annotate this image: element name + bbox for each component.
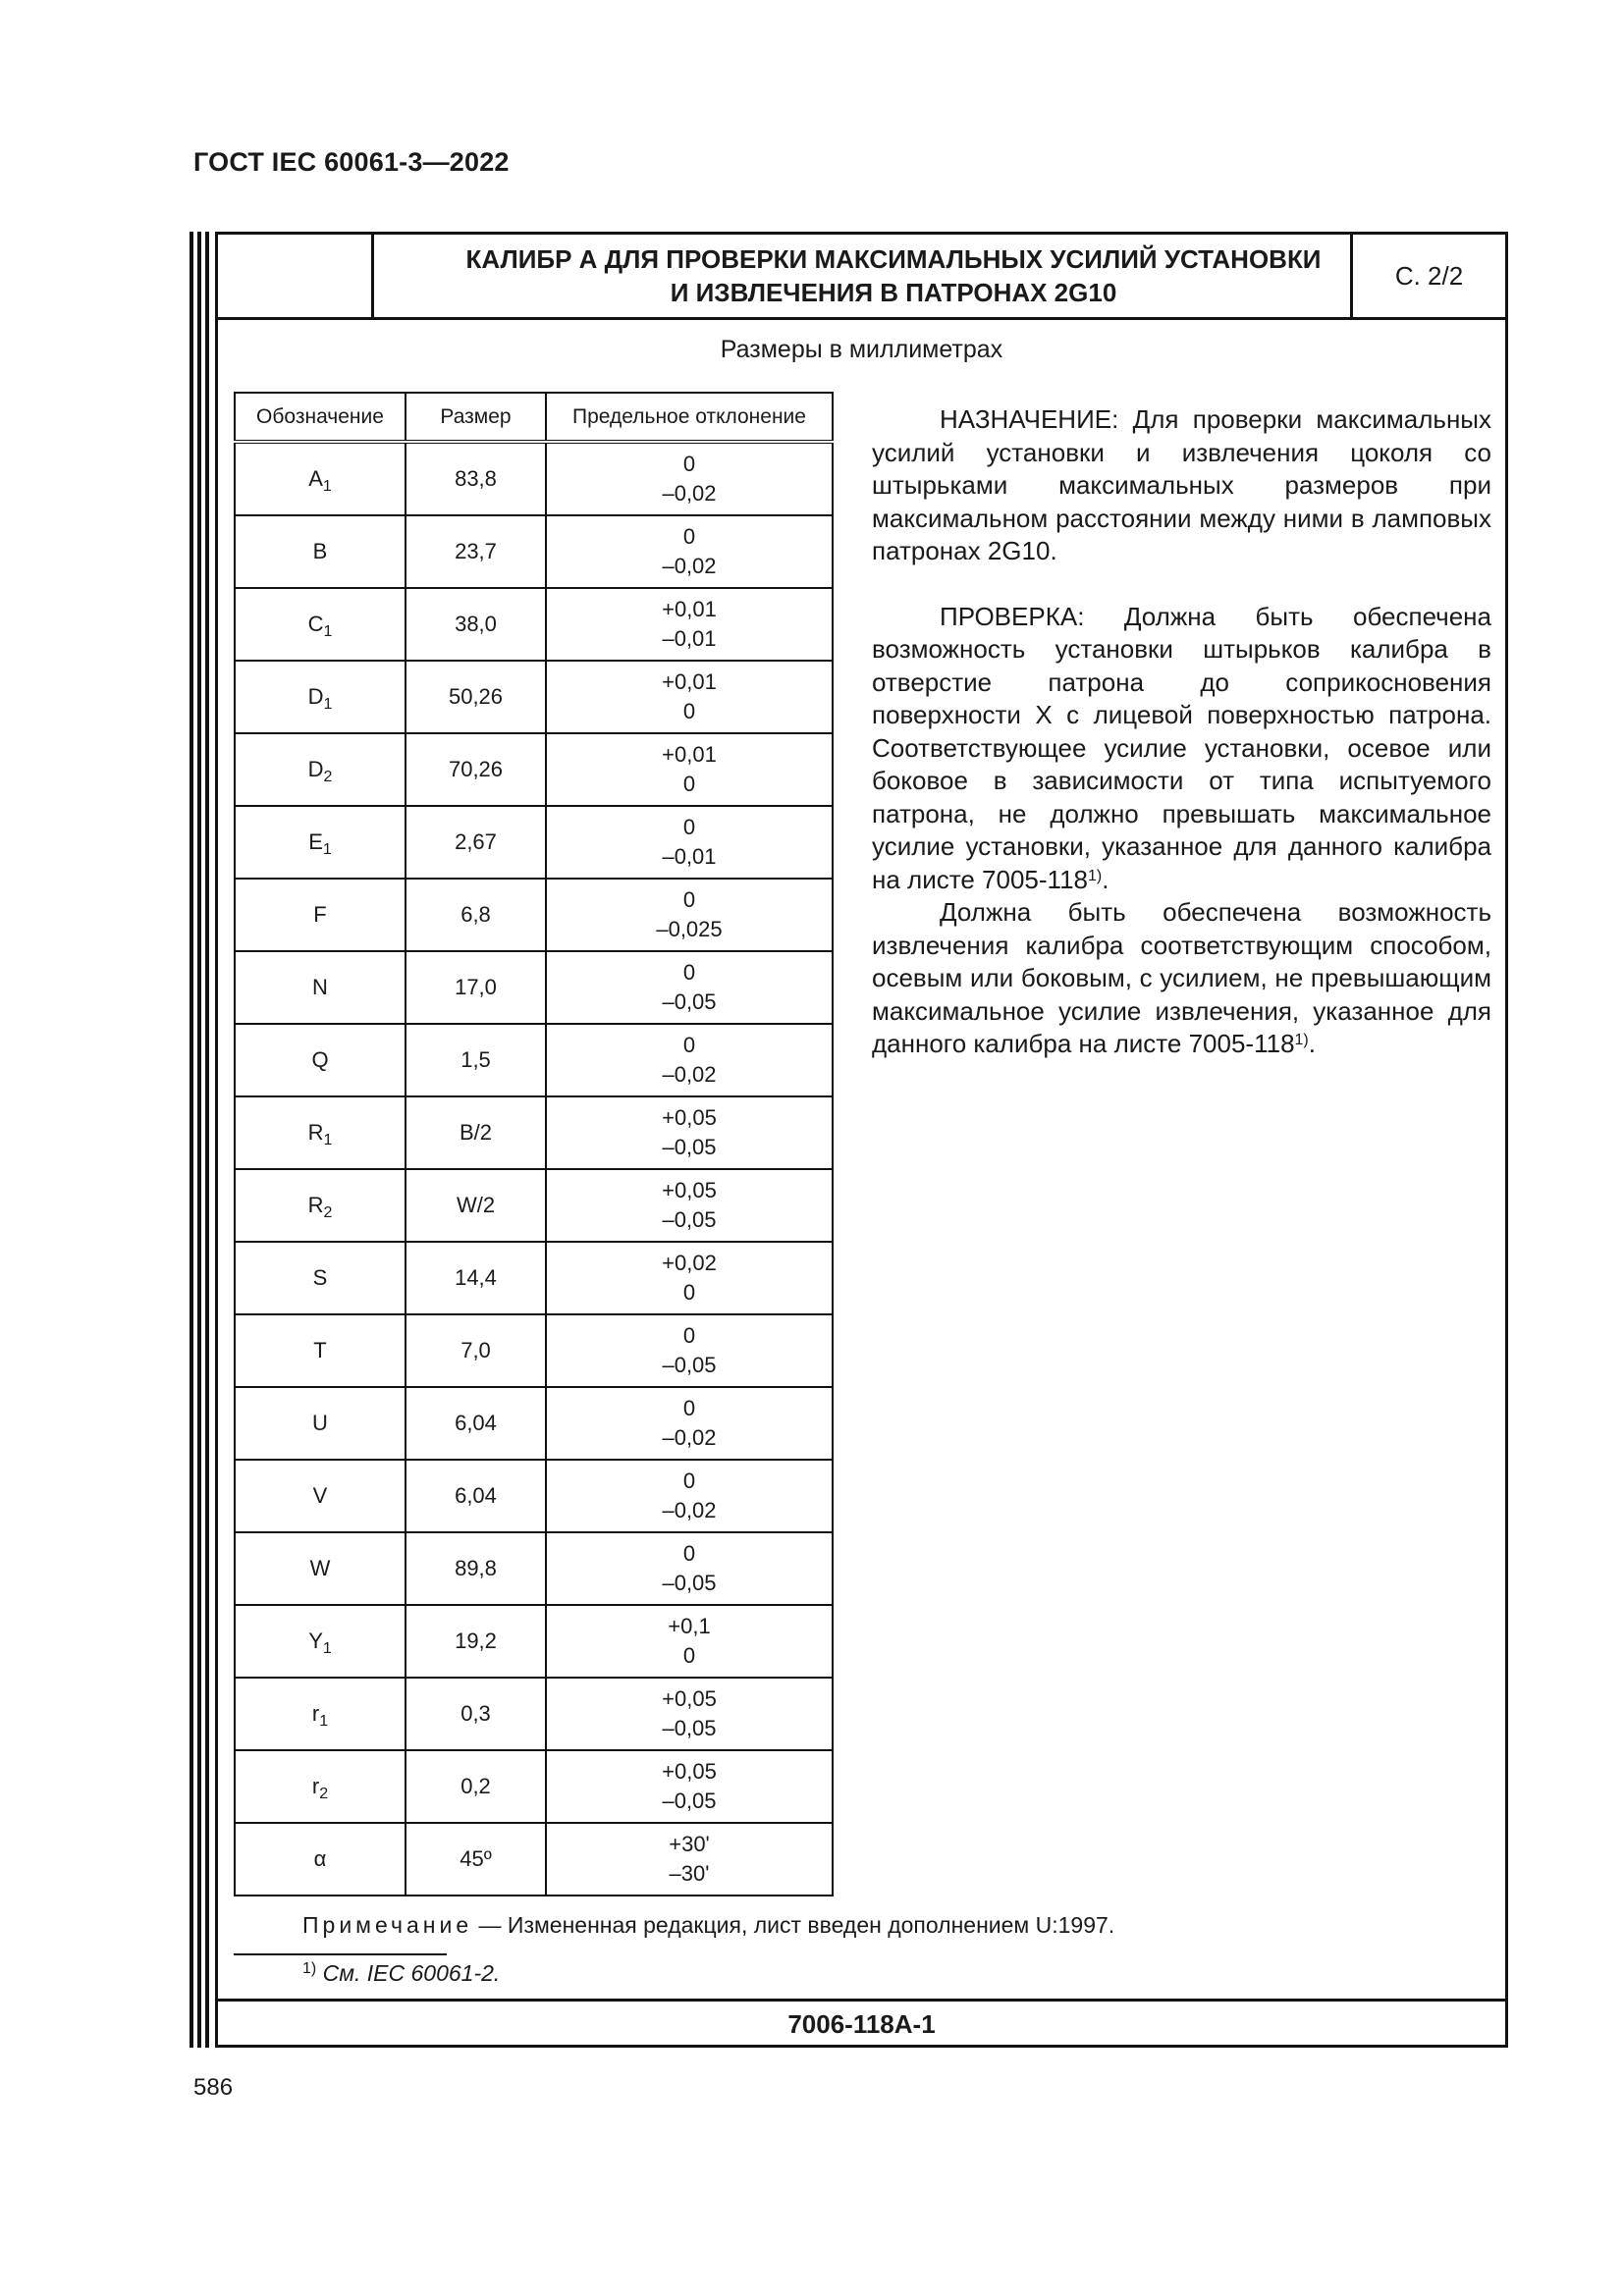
designation-cell (235, 1750, 406, 1823)
table-row (235, 1460, 833, 1532)
deviation-cell (546, 1532, 833, 1605)
designation-symbol: D (307, 757, 324, 781)
deviation-cell (546, 733, 833, 806)
column-header: Обозначение (235, 393, 406, 442)
deviation-lower: –0,05 (662, 1789, 717, 1813)
designation-cell (235, 1169, 406, 1242)
designation-symbol: A (308, 466, 323, 491)
title-row (218, 235, 1505, 320)
deviation-upper: 0 (682, 960, 696, 985)
deviation-lower: –0,025 (656, 917, 723, 941)
designation-cell (235, 1678, 406, 1750)
designation-subscript: 1 (323, 696, 333, 713)
designation-cell (235, 1242, 406, 1314)
deviation-upper: +0,05 (662, 1759, 717, 1784)
designation-symbol: Y (308, 1629, 323, 1653)
size-cell: 89,8 (406, 1532, 546, 1605)
margin-bar (205, 232, 209, 2048)
table-row (235, 879, 833, 951)
table-row (235, 1750, 833, 1823)
sheet-frame (215, 232, 1508, 2048)
designation-subscript: 1 (323, 1132, 333, 1148)
deviation-upper: 0 (682, 1396, 696, 1420)
table-header-row (235, 393, 833, 442)
title-line-1: КАЛИБР А ДЛЯ ПРОВЕРКИ МАКСИМАЛЬНЫХ УСИЛИЙ УСТАНОВКИ (465, 244, 1322, 274)
title-left-cell (218, 235, 374, 317)
deviation-cell (546, 879, 833, 951)
deviation-lower: –0,05 (662, 989, 717, 1014)
size-cell: 7,0 (406, 1314, 546, 1387)
deviation-cell (546, 661, 833, 733)
designation-subscript: 1 (322, 841, 332, 858)
note (302, 1912, 1114, 1939)
deviation-lower: –0,05 (662, 1716, 717, 1740)
designation-symbol: Q (311, 1047, 329, 1072)
size-cell: 45º (406, 1823, 546, 1896)
deviation-cell (546, 1242, 833, 1314)
designation-cell (235, 1532, 406, 1605)
designation-symbol: N (312, 975, 328, 999)
deviation-upper: 0 (682, 1323, 696, 1348)
size-cell: 70,26 (406, 733, 546, 806)
deviation-lower: –0,02 (662, 554, 717, 578)
designation-subscript: 1 (322, 478, 332, 495)
designation-symbol: E (308, 829, 323, 854)
column-header: Размер (406, 393, 546, 442)
size-cell: 83,8 (406, 442, 546, 515)
designation-cell (235, 515, 406, 588)
sheet-title (374, 235, 1413, 317)
deviation-upper: 0 (682, 1033, 696, 1057)
deviation-upper: +0,02 (662, 1251, 717, 1275)
designation-subscript: 1 (322, 1640, 332, 1657)
designation-cell (235, 1024, 406, 1096)
deviation-upper: +0,01 (662, 742, 717, 767)
designation-symbol: r (311, 1774, 320, 1798)
extraction-text: Должна быть обеспечена возможность извлечения калибра соответствующим способом, осевым или боковым, с усилием, не превышающим максимальное усилие извлечения, указанное для данного калибра на листе 7005-118 (872, 897, 1491, 1058)
designation-symbol: r (311, 1701, 320, 1726)
table-body (235, 442, 833, 1896)
deviation-cell (546, 515, 833, 588)
designation-cell (235, 1823, 406, 1896)
size-cell: 6,04 (406, 1387, 546, 1460)
deviation-cell (546, 1387, 833, 1460)
table-row (235, 588, 833, 661)
units-caption: Размеры в миллиметрах (720, 336, 1003, 363)
table-row (235, 1242, 833, 1314)
size-cell: 19,2 (406, 1605, 546, 1678)
designation-symbol: T (313, 1338, 327, 1362)
designation-subscript: 1 (319, 1713, 329, 1730)
description-text (872, 403, 1491, 1061)
deviation-lower: 0 (682, 699, 696, 723)
footnote-divider (234, 1953, 447, 1955)
footnote-ref: 1) (1087, 867, 1103, 884)
designation-cell (235, 1460, 406, 1532)
designation-symbol: B (312, 539, 328, 563)
deviation-lower: –0,05 (662, 1353, 717, 1377)
note-text: — Измененная редакция, лист введен дополнением U:1997. (472, 1912, 1115, 1938)
deviation-lower: 0 (682, 1280, 696, 1305)
size-cell: 1,5 (406, 1024, 546, 1096)
size-cell: 6,04 (406, 1460, 546, 1532)
deviation-cell (546, 1605, 833, 1678)
deviation-cell (546, 1169, 833, 1242)
title-line-2: И ИЗВЛЕЧЕНИЯ В ПАТРОНАХ 2G10 (670, 278, 1117, 307)
designation-symbol: W (309, 1556, 331, 1580)
extraction-end: . (1308, 1029, 1316, 1058)
purpose-paragraph: НАЗНАЧЕНИЕ: Для проверки максимальных усилий установки и извлечения цоколя со штырьками максимальных размеров при максимальном расстоянии между ними в ламповых патронах 2G10. (872, 404, 1491, 565)
deviation-lower: –0,05 (662, 1135, 717, 1159)
deviation-upper: +0,01 (662, 669, 717, 694)
margin-bar (197, 232, 201, 2048)
deviation-lower: 0 (682, 772, 696, 796)
table-row (235, 1387, 833, 1460)
designation-subscript: 2 (319, 1786, 329, 1802)
deviation-lower: –0,02 (662, 481, 717, 506)
deviation-lower: –0,05 (662, 1207, 717, 1232)
footnote-ref: 1) (1294, 1032, 1309, 1048)
deviation-cell (546, 1460, 833, 1532)
page-number: 586 (193, 2074, 234, 2101)
designation-symbol: U (312, 1411, 328, 1435)
designation-symbol: V (312, 1483, 328, 1508)
footnote-mark: 1) (302, 1960, 317, 1977)
sheet-page-indicator: С. 2/2 (1350, 235, 1505, 317)
deviation-cell (546, 1314, 833, 1387)
deviation-cell (546, 1096, 833, 1169)
deviation-lower: –0,02 (662, 1498, 717, 1522)
designation-cell (235, 879, 406, 951)
check-text: ПРОВЕРКА: Должна быть обеспечена возможность установки штырьков калибра в отверстие патрона до соприкосновения поверхности X с лицевой поверхностью патрона. Соответствующее усилие установки, осевое или боковое в зависимости от типа испытуемого патрона, не должно превышать максимальное усилие установки, указанное для данного калибра на листе 7005-118 (872, 601, 1491, 894)
designation-cell (235, 661, 406, 733)
dimensions-table (234, 392, 834, 1896)
designation-subscript: 2 (323, 1204, 333, 1221)
designation-symbol: F (313, 902, 327, 927)
table-row (235, 1532, 833, 1605)
table-row (235, 1314, 833, 1387)
designation-symbol: D (307, 684, 324, 709)
deviation-cell (546, 1678, 833, 1750)
designation-symbol: α (313, 1846, 327, 1871)
deviation-lower: –0,05 (662, 1571, 717, 1595)
designation-symbol: R (307, 1193, 324, 1217)
deviation-lower: –0,02 (662, 1425, 717, 1450)
deviation-upper: +0,1 (668, 1614, 711, 1638)
footnote (302, 1960, 500, 1987)
designation-cell (235, 733, 406, 806)
deviation-upper: 0 (682, 887, 696, 912)
size-cell: 50,26 (406, 661, 546, 733)
table-row (235, 1605, 833, 1678)
deviation-upper: 0 (682, 1541, 696, 1566)
deviation-cell (546, 1823, 833, 1896)
table-row (235, 1169, 833, 1242)
deviation-cell (546, 442, 833, 515)
deviation-upper: +30' (669, 1832, 710, 1856)
note-label: Примечание (302, 1912, 473, 1938)
size-cell: 0,3 (406, 1678, 546, 1750)
designation-symbol: C (307, 612, 324, 636)
deviation-upper: +0,05 (662, 1105, 717, 1130)
footnote-text: См. IEC 60061-2. (322, 1960, 501, 1986)
table-row (235, 951, 833, 1024)
table-row (235, 1678, 833, 1750)
deviation-upper: +0,05 (662, 1178, 717, 1202)
table-row (235, 661, 833, 733)
size-cell: B/2 (406, 1096, 546, 1169)
designation-cell (235, 442, 406, 515)
deviation-cell (546, 806, 833, 879)
column-header: Предельное отклонение (546, 393, 833, 442)
designation-cell (235, 1387, 406, 1460)
deviation-lower: 0 (682, 1643, 696, 1668)
deviation-upper: 0 (682, 452, 696, 476)
check-end: . (1102, 864, 1109, 894)
deviation-cell (546, 951, 833, 1024)
deviation-upper: +0,05 (662, 1686, 717, 1711)
table-row (235, 515, 833, 588)
designation-cell (235, 1605, 406, 1678)
size-cell: 14,4 (406, 1242, 546, 1314)
check-paragraph (872, 601, 1491, 897)
deviation-upper: +0,01 (662, 597, 717, 621)
margin-bar (189, 232, 193, 2048)
deviation-cell (546, 1750, 833, 1823)
designation-cell (235, 1314, 406, 1387)
deviation-cell (546, 1024, 833, 1096)
designation-cell (235, 951, 406, 1024)
deviation-lower: –0,02 (662, 1062, 717, 1087)
deviation-upper: 0 (682, 524, 696, 549)
deviation-cell (546, 588, 833, 661)
size-cell: 17,0 (406, 951, 546, 1024)
table-row (235, 1823, 833, 1896)
designation-cell (235, 806, 406, 879)
designation-cell (235, 1096, 406, 1169)
standard-header: ГОСТ IEC 60061-3—2022 (193, 147, 510, 177)
deviation-lower: –0,01 (662, 626, 717, 651)
designation-cell (235, 588, 406, 661)
deviation-lower: –30' (669, 1861, 710, 1886)
size-cell: 6,8 (406, 879, 546, 951)
deviation-upper: 0 (682, 815, 696, 839)
designation-symbol: R (307, 1120, 324, 1145)
extraction-paragraph (872, 896, 1491, 1061)
table-row (235, 733, 833, 806)
size-cell: 0,2 (406, 1750, 546, 1823)
deviation-upper: 0 (682, 1468, 696, 1493)
table-row (235, 1096, 833, 1169)
table-row (235, 806, 833, 879)
designation-subscript: 1 (323, 623, 333, 640)
deviation-lower: –0,01 (662, 844, 717, 869)
designation-symbol: S (312, 1265, 328, 1290)
table-row (235, 442, 833, 515)
sheet-number: 7006-118A-1 (218, 1999, 1505, 2048)
designation-subscript: 2 (323, 769, 333, 785)
size-cell: 23,7 (406, 515, 546, 588)
size-cell: 38,0 (406, 588, 546, 661)
size-cell: 2,67 (406, 806, 546, 879)
table-row (235, 1024, 833, 1096)
size-cell: W/2 (406, 1169, 546, 1242)
